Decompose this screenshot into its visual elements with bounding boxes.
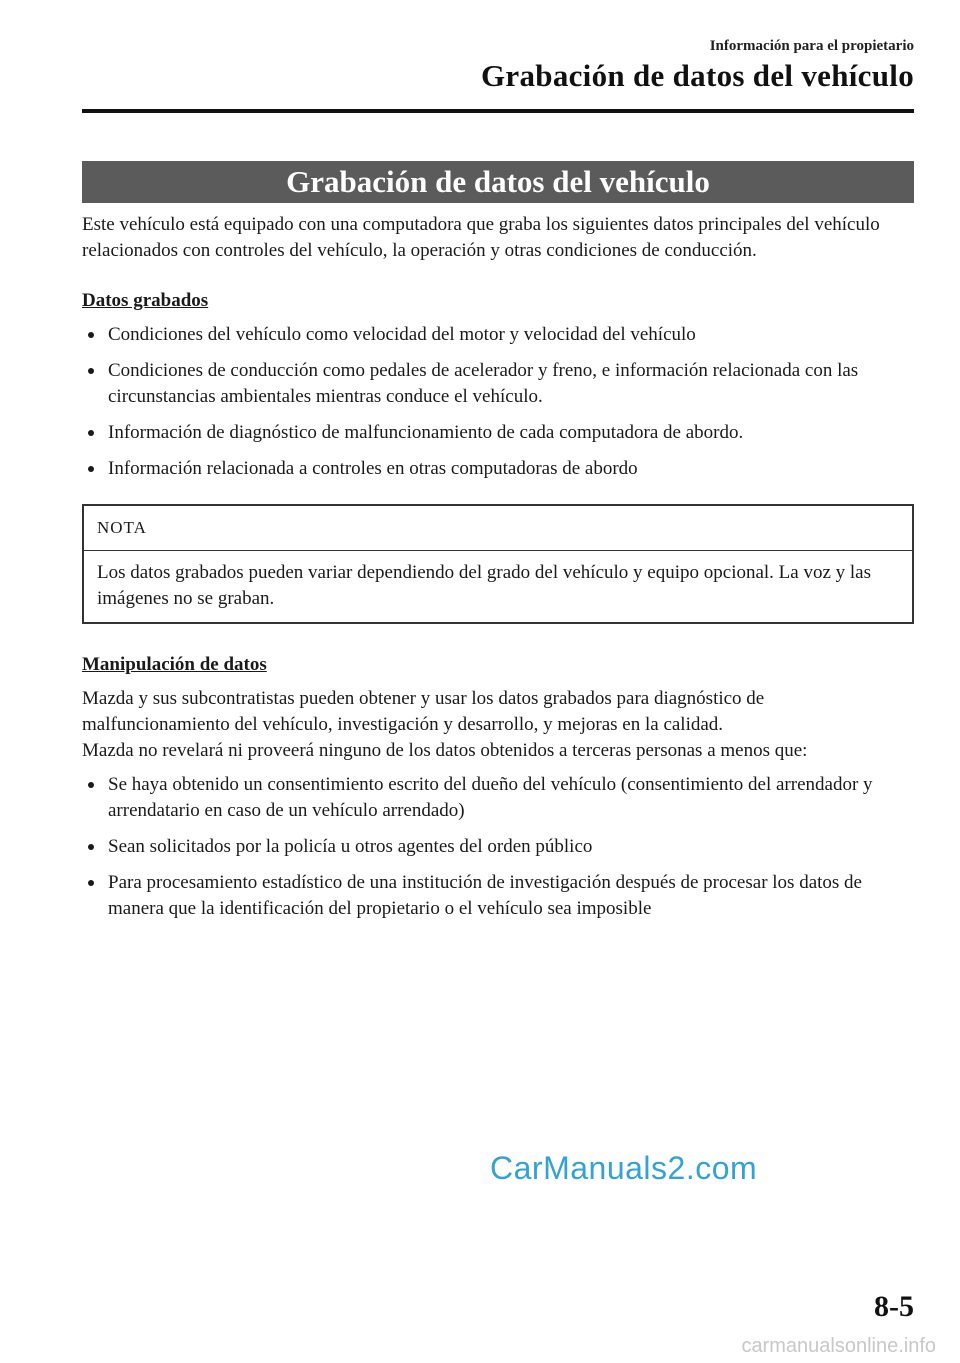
- note-title: NOTA: [84, 506, 912, 551]
- list-item: Para procesamiento estadístico de una institución de investigación después de procesar los datos de manera que la identificación del propietario o el vehículo sea imposible: [82, 870, 914, 922]
- header-chapter-title: Grabación de datos del vehículo: [481, 58, 914, 93]
- handling-paragraph-2: Mazda no revelará ni proveerá ninguno de los datos obtenidos a terceras personas a menos que:: [82, 740, 808, 761]
- footer-url: carmanualsonline.info: [741, 1335, 936, 1357]
- header-rule: [82, 109, 914, 113]
- list-item: Se haya obtenido un consentimiento escrito del dueño del vehículo (consentimiento del arrendador y arrendatario en caso de un vehículo arrendado): [82, 772, 914, 824]
- list-item: Condiciones del vehículo como velocidad del motor y velocidad del vehículo: [82, 322, 914, 348]
- list-item: Información relacionada a controles en otras computadoras de abordo: [82, 456, 914, 482]
- recorded-data-heading: Datos grabados: [82, 290, 209, 311]
- data-handling-heading: Manipulación de datos: [82, 654, 267, 675]
- watermark-logo: CarManuals2.com: [490, 1150, 758, 1186]
- header-section: Información para el propietario: [709, 38, 914, 54]
- note-box: [82, 504, 914, 624]
- disclosure-conditions-list: [82, 772, 914, 922]
- list-item: Sean solicitados por la policía u otros agentes del orden público: [82, 834, 914, 860]
- section-banner: Grabación de datos del vehículo: [82, 161, 914, 203]
- recorded-data-list: [82, 322, 914, 482]
- list-item: Información de diagnóstico de malfuncionamiento de cada computadora de abordo.: [82, 420, 914, 446]
- page-number: 8-5: [874, 1290, 914, 1323]
- list-item: Condiciones de conducción como pedales de acelerador y freno, e información relacionada con las circunstancias ambientales mientras conduce el vehículo.: [82, 358, 914, 410]
- note-body: Los datos grabados pueden variar dependiendo del grado del vehículo y equipo opcional. La voz y las imágenes no se graban.: [97, 562, 872, 609]
- handling-paragraph-1: Mazda y sus subcontratistas pueden obtener y usar los datos grabados para diagnóstico de malfuncionamiento del vehículo, investigación y desarrollo, y mejoras en la calidad.: [82, 688, 765, 735]
- intro-paragraph: Este vehículo está equipado con una computadora que graba los siguientes datos principales del vehículo relacionados con controles del vehículo, la operación y otras condiciones de conducción.: [82, 214, 880, 261]
- main-content: [82, 212, 914, 932]
